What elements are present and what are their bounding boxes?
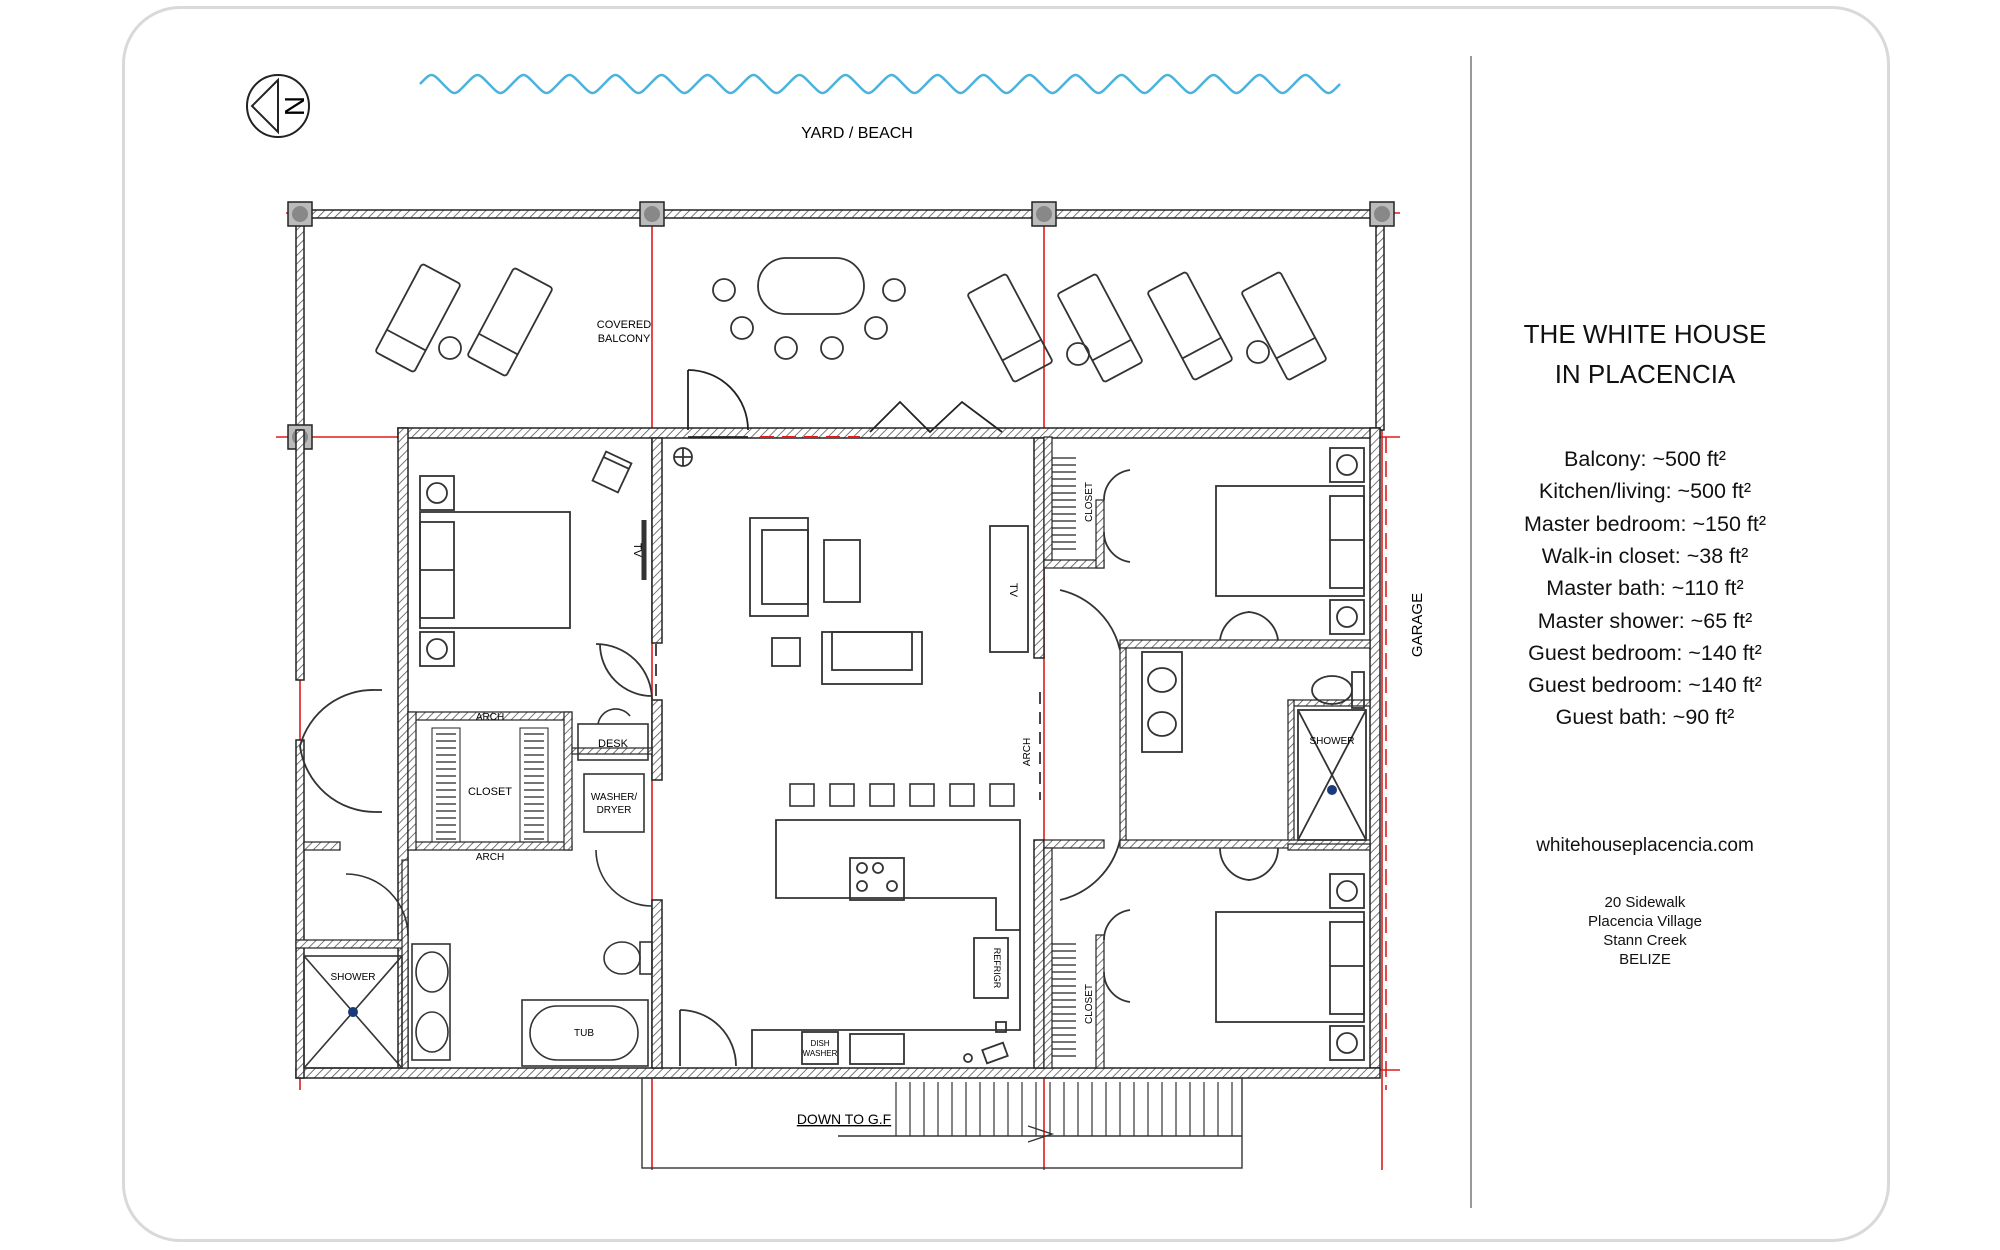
shower-label-guest: SHOWER: [1309, 736, 1355, 747]
closet-label-master: CLOSET: [467, 786, 513, 798]
compass-label: N: [279, 95, 310, 117]
address-line: BELIZE: [1619, 951, 1671, 968]
dishwasher-label-2: WASHER: [802, 1049, 838, 1058]
balcony-door: [688, 370, 748, 437]
address-line: Stann Creek: [1603, 932, 1687, 949]
shower-drain-icon: [348, 1007, 358, 1017]
washer-label-2: DRYER: [596, 805, 632, 816]
balcony-railing: [296, 210, 1386, 430]
desk-label: DESK: [598, 738, 628, 750]
exterior-walls: [296, 428, 1380, 1078]
stair-direction-icon: [1028, 1126, 1052, 1142]
master-bath-fixtures: [304, 850, 652, 1068]
arch-label-closet-top: ARCH: [475, 712, 505, 723]
down-to-gf-label: DOWN TO G.F: [796, 1111, 892, 1127]
title-line-2: IN PLACENCIA: [1554, 359, 1736, 389]
interior-walls: [296, 437, 1370, 1068]
stairs: [642, 1078, 1242, 1168]
area-item: Master shower: ~65 ft²: [1537, 608, 1753, 633]
area-item: Guest bedroom: ~140 ft²: [1528, 673, 1762, 698]
garage-label: GARAGE: [1409, 592, 1426, 658]
area-item: Walk-in closet: ~38 ft²: [1541, 543, 1749, 568]
column-cores: [292, 206, 1390, 445]
area-item: Balcony: ~500 ft²: [1564, 447, 1726, 471]
closet-label-guest-2: CLOSET: [1084, 983, 1095, 1025]
area-item: Guest bedroom: ~140 ft²: [1528, 640, 1762, 665]
structural-grid: [276, 206, 1400, 1170]
tv-label-master: TV: [631, 542, 643, 558]
living-furniture: [600, 448, 1040, 800]
title-line-1: THE WHITE HOUSE: [1523, 319, 1767, 349]
north-arrow-icon: [247, 75, 310, 137]
address-line: 20 Sidewalk: [1604, 894, 1686, 911]
washer-label-1: WASHER/: [590, 792, 638, 803]
closet-label-guest-1: CLOSET: [1084, 481, 1095, 523]
area-item: Kitchen/living: ~500 ft²: [1538, 479, 1752, 504]
arch-label-living: ARCH: [1022, 737, 1033, 767]
arch-label-closet-bottom: ARCH: [475, 852, 505, 863]
master-bedroom-furniture: [420, 452, 644, 666]
address-line: Placencia Village: [1588, 913, 1702, 930]
dishwasher-label-1: DISH: [810, 1039, 830, 1048]
sun-loungers: [375, 264, 1327, 383]
tv-label-living: TV: [1007, 582, 1019, 598]
area-item: Master bedroom: ~150 ft²: [1524, 511, 1766, 536]
covered-balcony-label-1: COVERED: [596, 319, 652, 331]
yard-beach-label: YARD / BEACH: [801, 125, 913, 142]
covered-balcony-label-2: BALCONY: [597, 333, 651, 345]
area-item: Master bath: ~110 ft²: [1546, 576, 1744, 601]
refrigerator-label: REFRIGR: [992, 947, 1002, 989]
divider-line: [1470, 56, 1472, 1208]
shower-drain-guest-icon: [1327, 785, 1337, 795]
sea-wave: [420, 75, 1340, 93]
website-link[interactable]: whitehouseplacencia.com: [1536, 835, 1754, 856]
balcony-tables: [439, 258, 1269, 365]
columns: [288, 202, 1394, 449]
area-item: Guest bath: ~90 ft²: [1555, 705, 1735, 730]
tub-label: TUB: [574, 1028, 594, 1039]
bar-stools: [790, 784, 1014, 806]
shower-label-master: SHOWER: [330, 972, 376, 983]
kitchen-counters: [680, 820, 1020, 1068]
guest-furniture: [1060, 448, 1366, 1060]
